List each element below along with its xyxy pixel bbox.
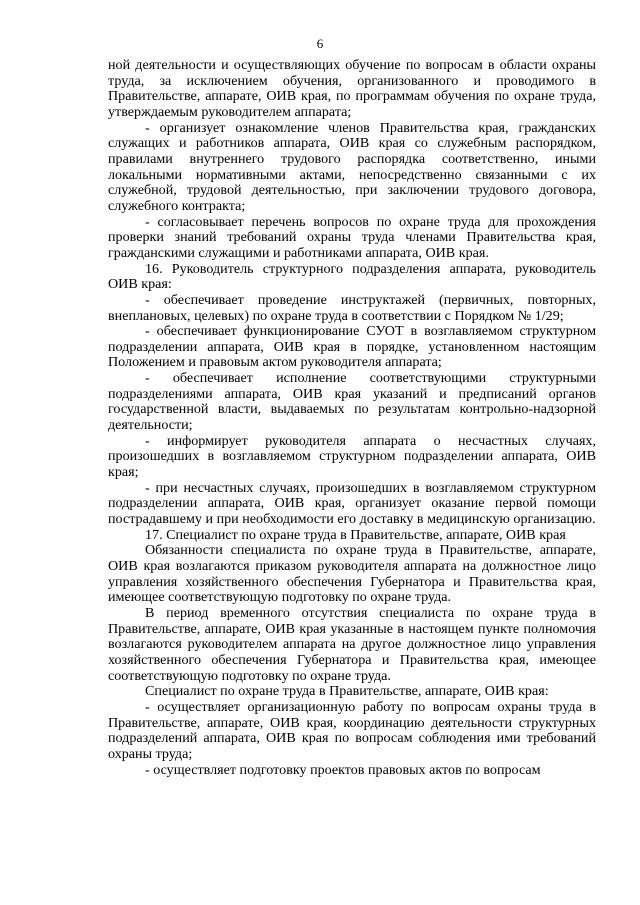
paragraph: - организует ознакомление членов Правительства края, гражданских служащих и работников аппарата, ОИВ края со служебным распорядком, правилами внутреннего трудового распорядка соответственно, иными локальными нормативными актами, непосредственно связанными с их служебной, трудовой деятельностью, при заключении трудового договора, служебного контракта;	[108, 119, 596, 214]
paragraph: - осуществляет организационную работу по вопросам охраны труда в Правительстве, аппарате, ОИВ края, координацию деятельности структурных подразделений аппарата, ОИВ края по вопросам соблюдения ими требований охраны труда;	[108, 698, 596, 762]
document-body	[108, 58, 596, 778]
paragraph: - осуществляет подготовку проектов правовых актов по вопросам	[145, 761, 541, 778]
paragraph: 16. Руководитель структурного подразделения аппарата, руководитель ОИВ края:	[108, 260, 596, 293]
paragraph: 17. Специалист по охране труда в Правительстве, аппарате, ОИВ края	[145, 526, 566, 543]
paragraph: В период временного отсутствия специалиста по охране труда в Правительстве, аппарате, ОИВ края указанные в настоящем пункте полномочия возлагаются руководителем аппарата на другое должностное лицо управления хозяйственного обеспечения Губернатора и Правительства края, имеющее соответствующую подготовку по охране труда.	[108, 604, 596, 684]
paragraph: - при несчастных случаях, произошедших в возглавляемом структурном подразделении аппарата, ОИВ края, организует оказание первой помощи пострадавшему и при необходимости его доставку в медицинскую организацию.	[108, 479, 596, 528]
paragraph: Обязанности специалиста по охране труда в Правительстве, аппарате, ОИВ края возлагаются приказом руководителя аппарата на должностное лицо управления хозяйственного обеспечения Губернатора и Правительства края, имеющее соответствующую подготовку по охране труда.	[108, 542, 596, 606]
paragraph: Специалист по охране труда в Правительстве, аппарате, ОИВ края:	[145, 683, 549, 700]
paragraph: - обеспечивает функционирование СУОТ в возглавляемом структурном подразделении аппарата, ОИВ края в порядке, установленном настоящим Положением и правовым актом руководителя аппарата;	[108, 323, 596, 371]
paragraph: - информирует руководителя аппарата о несчастных случаях, произошедших в возглавляемом структурном подразделении аппарата, ОИВ края;	[108, 432, 596, 481]
page-number: 6	[316, 36, 324, 51]
paragraph: - обеспечивает проведение инструктажей (первичных, повторных, внеплановых, целевых) по охране труда в соответствии с Порядком № 1/29;	[108, 291, 596, 324]
paragraph: - согласовывает перечень вопросов по охране труда для прохождения проверки знаний требований охраны труда членами Правительства края, гражданскими служащими и работниками аппарата, ОИВ края.	[108, 213, 596, 261]
paragraph: ной деятельности и осуществляющих обучение по вопросам в области охраны труда, за исключением обучения, организованного и проводимого в Правительстве, аппарате, ОИВ края, по программам обучения по охране труда, утверждаемым руководителем аппарата;	[108, 57, 596, 120]
paragraph: - обеспечивает исполнение соответствующими структурными подразделениями аппарата, ОИВ края указаний и предписаний органов государственной власти, выдаваемых по результатам контрольно-надзорной деятельности;	[108, 370, 596, 434]
